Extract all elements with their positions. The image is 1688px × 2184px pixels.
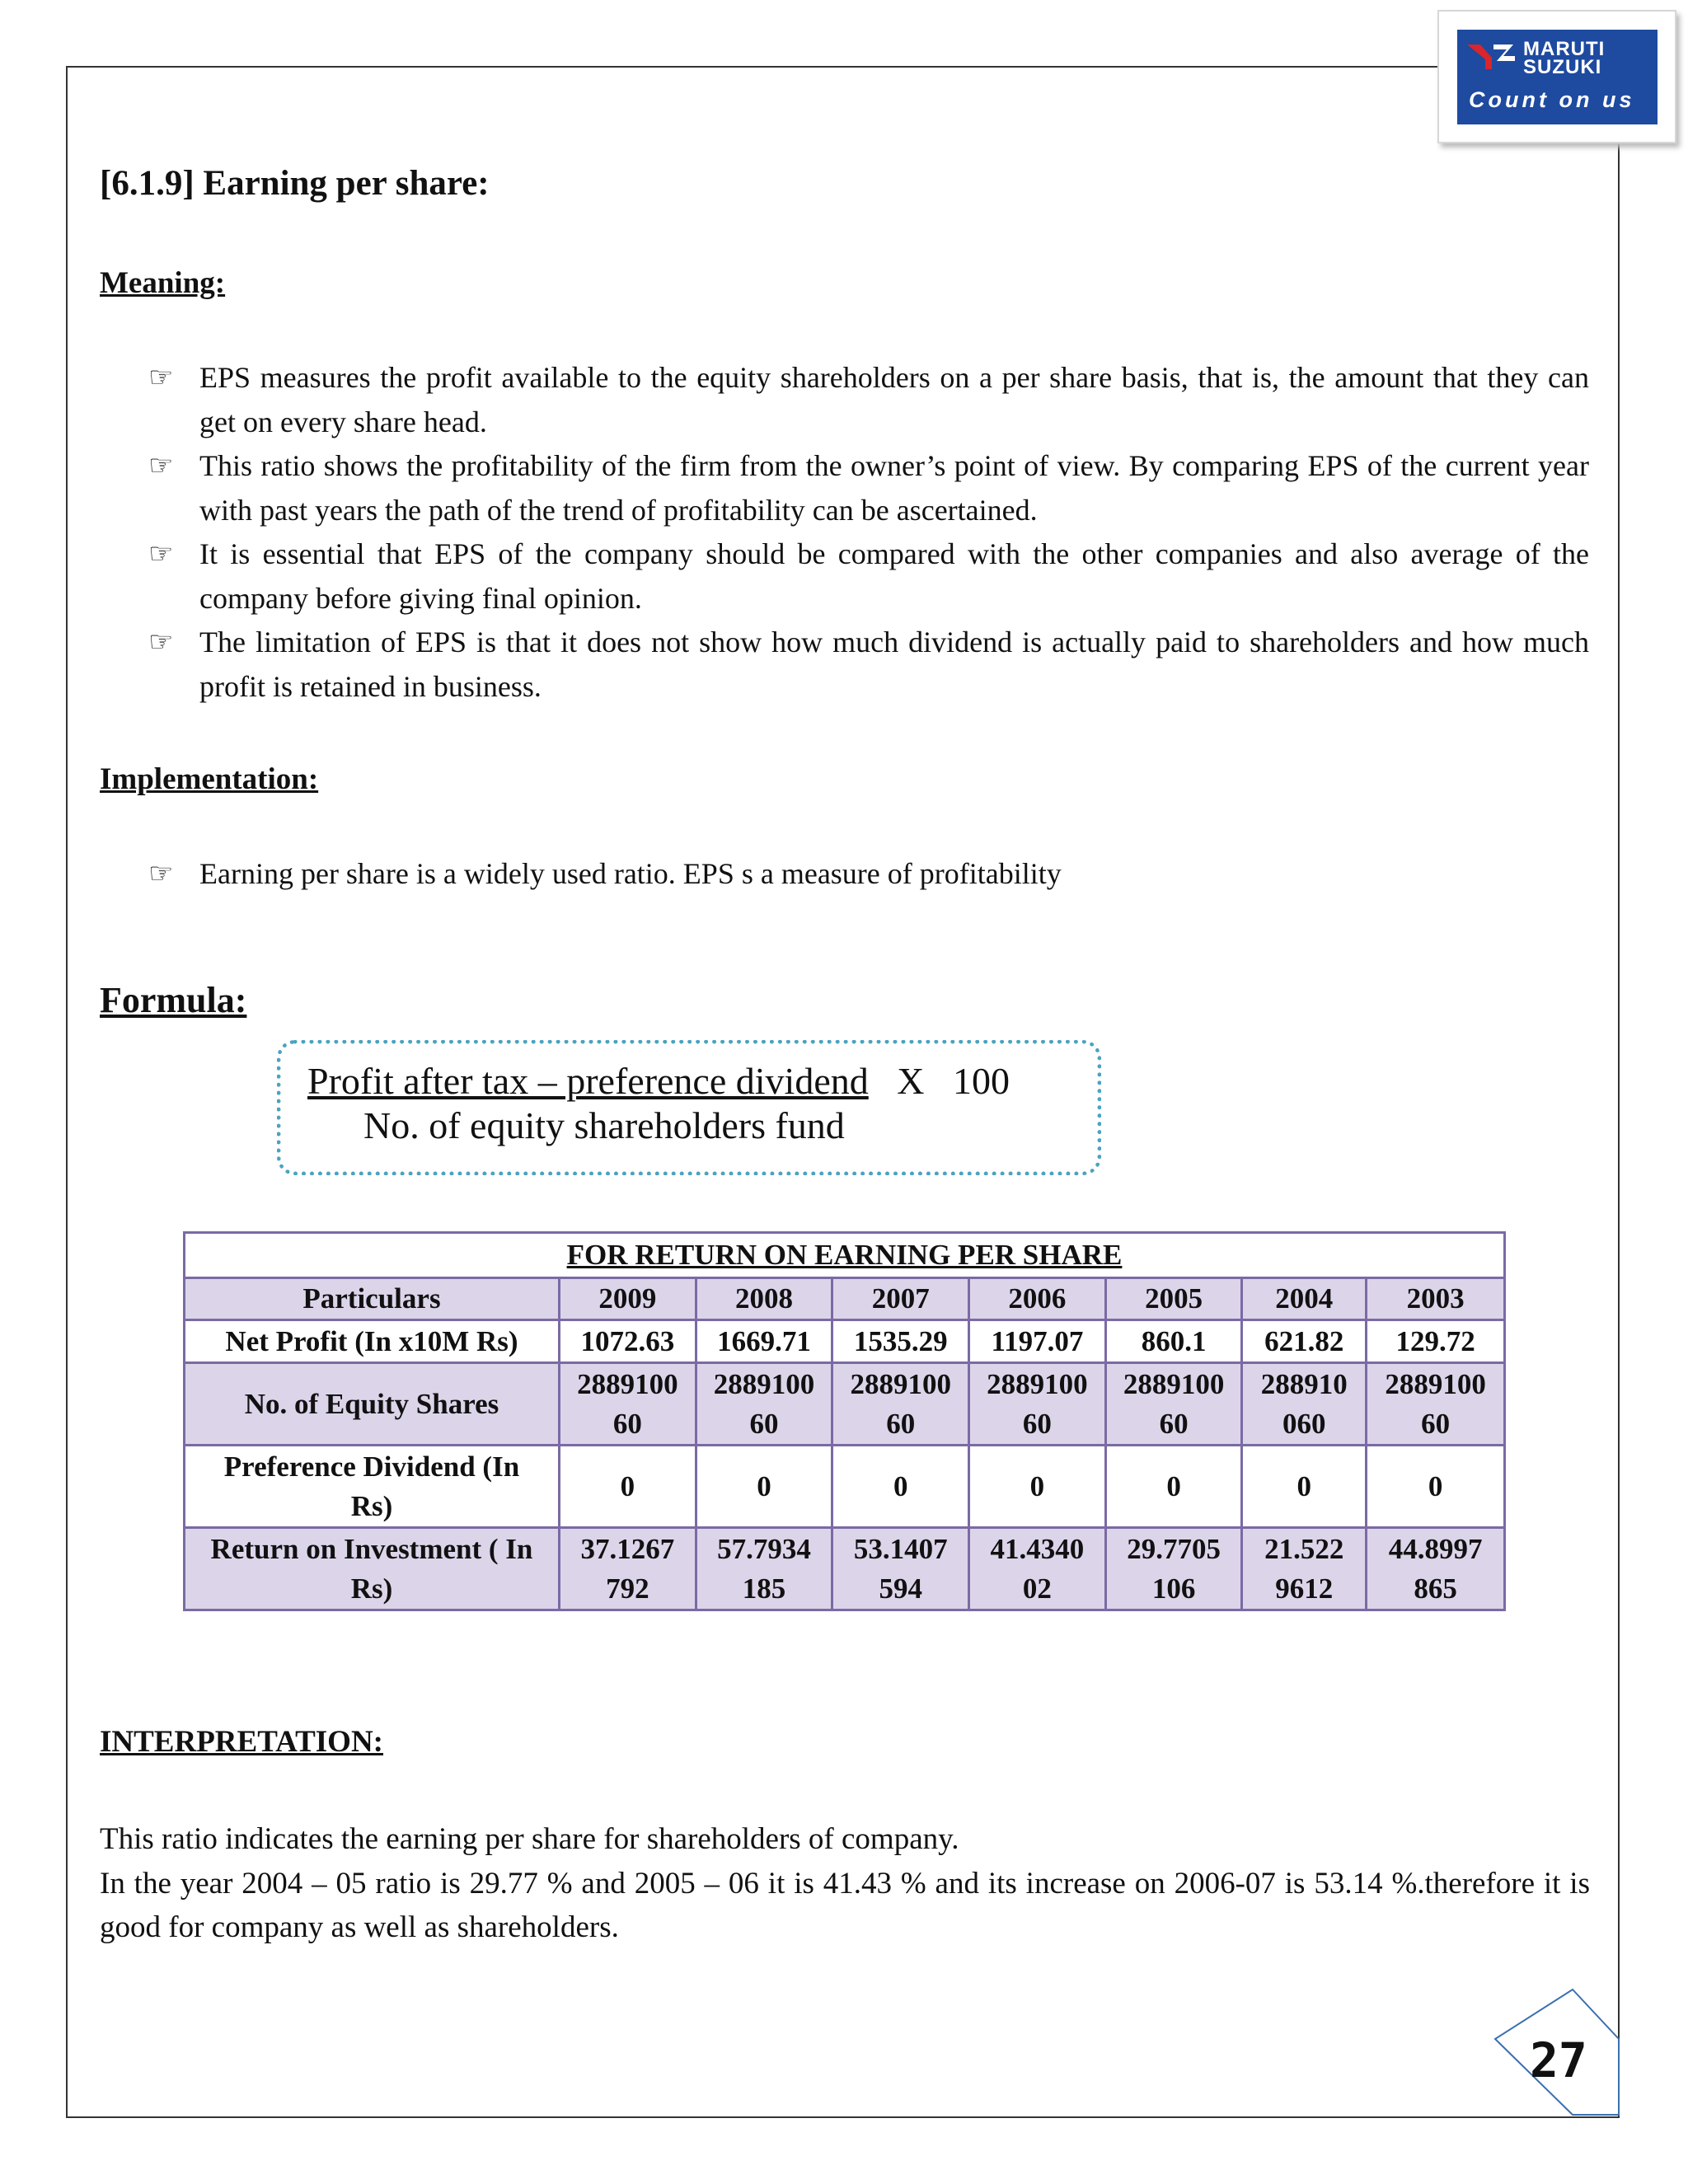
table-header-row bbox=[185, 1278, 1505, 1320]
hand-pointer-icon: ☞ bbox=[148, 859, 174, 889]
table-cell: 53.1407 594 bbox=[832, 1528, 969, 1610]
implementation-bullet-list bbox=[148, 852, 1589, 897]
hand-pointer-icon: ☞ bbox=[148, 539, 174, 569]
header-cell: 2004 bbox=[1242, 1278, 1367, 1320]
table-cell: 2889100 60 bbox=[832, 1363, 969, 1446]
table-cell: 29.7705 106 bbox=[1105, 1528, 1242, 1610]
bullet-text: This ratio shows the profitability of the firm from the owner’s point of view. By comparing EPS of the current year with past years the path of the trend of profitability can be ascertained. bbox=[199, 449, 1589, 527]
formula-title: Formula: bbox=[100, 980, 247, 1020]
formula-numerator-line bbox=[307, 1059, 1010, 1103]
meaning-bullet-list bbox=[148, 356, 1589, 709]
formula-denominator: No. of equity shareholders fund bbox=[363, 1104, 845, 1146]
table-cell: 2889100 60 bbox=[1367, 1363, 1505, 1446]
formula-numerator: Profit after tax – preference dividend bbox=[307, 1060, 869, 1102]
header-cell: 2003 bbox=[1367, 1278, 1505, 1320]
table-cell: No. of Equity Shares bbox=[185, 1363, 560, 1446]
formula-multiplier: X 100 bbox=[897, 1060, 1010, 1102]
header-cell: Particulars bbox=[185, 1278, 560, 1320]
table-cell: 2889100 60 bbox=[1105, 1363, 1242, 1446]
bullet-text: It is essential that EPS of the company should be compared with the other companies and also average of the company before giving final opinion. bbox=[199, 537, 1589, 615]
table-cell: 1197.07 bbox=[969, 1320, 1106, 1363]
interpretation-line-1: This ratio indicates the earning per share for shareholders of company. bbox=[100, 1822, 959, 1856]
table-cell: 41.4340 02 bbox=[969, 1528, 1106, 1610]
hand-pointer-icon: ☞ bbox=[148, 363, 174, 393]
list-item bbox=[148, 356, 1589, 444]
table-cell: 860.1 bbox=[1105, 1320, 1242, 1363]
page-number: 27 bbox=[1530, 2032, 1587, 2088]
table-cell: 0 bbox=[559, 1446, 696, 1528]
table-cell: 0 bbox=[832, 1446, 969, 1528]
list-item bbox=[148, 444, 1589, 532]
table-cell: 0 bbox=[1242, 1446, 1367, 1528]
implementation-title: Implementation: bbox=[100, 762, 319, 796]
bullet-text: The limitation of EPS is that it does not show how much dividend is actually paid to shareholders and how much profit is retained in business. bbox=[199, 626, 1589, 703]
header-cell: 2007 bbox=[832, 1278, 969, 1320]
bullet-text: Earning per share is a widely used ratio. EPS s a measure of profitability bbox=[199, 857, 1062, 890]
logo-text-maruti: MARUTI bbox=[1523, 38, 1606, 60]
maruti-suzuki-logo bbox=[1437, 10, 1676, 143]
hand-pointer-icon: ☞ bbox=[148, 451, 174, 481]
table-cell: 0 bbox=[969, 1446, 1106, 1528]
table-cell: 0 bbox=[1367, 1446, 1505, 1528]
section-heading: [6.1.9] Earning per share: bbox=[100, 164, 490, 203]
table-cell: 288910 060 bbox=[1242, 1363, 1367, 1446]
interpretation-text bbox=[100, 1817, 1590, 1950]
table-cell: 2889100 60 bbox=[696, 1363, 832, 1446]
header-cell: 2009 bbox=[559, 1278, 696, 1320]
table-cell: 129.72 bbox=[1367, 1320, 1505, 1363]
formula-box bbox=[277, 1040, 1101, 1175]
table-cell: 57.7934 185 bbox=[696, 1528, 832, 1610]
hand-pointer-icon: ☞ bbox=[148, 627, 174, 658]
table-cell: 37.1267 792 bbox=[559, 1528, 696, 1610]
table-cell: 44.8997 865 bbox=[1367, 1528, 1505, 1610]
table-cell: Net Profit (In x10M Rs) bbox=[185, 1320, 560, 1363]
bullet-text: EPS measures the profit available to the equity shareholders on a per share basis, that is, the amount that they can get on every share head. bbox=[199, 361, 1589, 438]
header-cell: 2005 bbox=[1105, 1278, 1242, 1320]
interpretation-title: INTERPRETATION: bbox=[100, 1725, 384, 1759]
table-row bbox=[185, 1528, 1505, 1610]
table-cell: 0 bbox=[696, 1446, 832, 1528]
header-cell: 2006 bbox=[969, 1278, 1106, 1320]
table-cell: Return on Investment ( In Rs) bbox=[185, 1528, 560, 1610]
interpretation-line-2: In the year 2004 – 05 ratio is 29.77 % and 2005 – 06 it is 41.43 % and its increase on 2006-07 is 53.14 %.therefore it is good for company as well as shareholders. bbox=[100, 1866, 1590, 1944]
eps-table bbox=[183, 1231, 1506, 1611]
table-cell: Preference Dividend (In Rs) bbox=[185, 1446, 560, 1528]
table-cell: 2889100 60 bbox=[559, 1363, 696, 1446]
logo-tagline: Count on us bbox=[1469, 87, 1635, 112]
table-cell: 1535.29 bbox=[832, 1320, 969, 1363]
list-item bbox=[148, 532, 1589, 621]
table-caption: FOR RETURN ON EARNING PER SHARE bbox=[185, 1233, 1505, 1278]
table-cell: 1072.63 bbox=[559, 1320, 696, 1363]
list-item bbox=[148, 852, 1589, 897]
meaning-title: Meaning: bbox=[100, 266, 226, 300]
table-row bbox=[185, 1363, 1505, 1446]
suzuki-s-logo-icon bbox=[1464, 40, 1522, 73]
logo-panel bbox=[1457, 30, 1658, 124]
table-cell: 0 bbox=[1105, 1446, 1242, 1528]
table-cell: 621.82 bbox=[1242, 1320, 1367, 1363]
logo-text-suzuki: SUZUKI bbox=[1523, 56, 1602, 78]
page-number-badge bbox=[1490, 1985, 1622, 2116]
table-cell: 1669.71 bbox=[696, 1320, 832, 1363]
table-cell: 21.522 9612 bbox=[1242, 1528, 1367, 1610]
table-cell: 2889100 60 bbox=[969, 1363, 1106, 1446]
table-row bbox=[185, 1320, 1505, 1363]
table-row bbox=[185, 1446, 1505, 1528]
list-item bbox=[148, 621, 1589, 709]
header-cell: 2008 bbox=[696, 1278, 832, 1320]
